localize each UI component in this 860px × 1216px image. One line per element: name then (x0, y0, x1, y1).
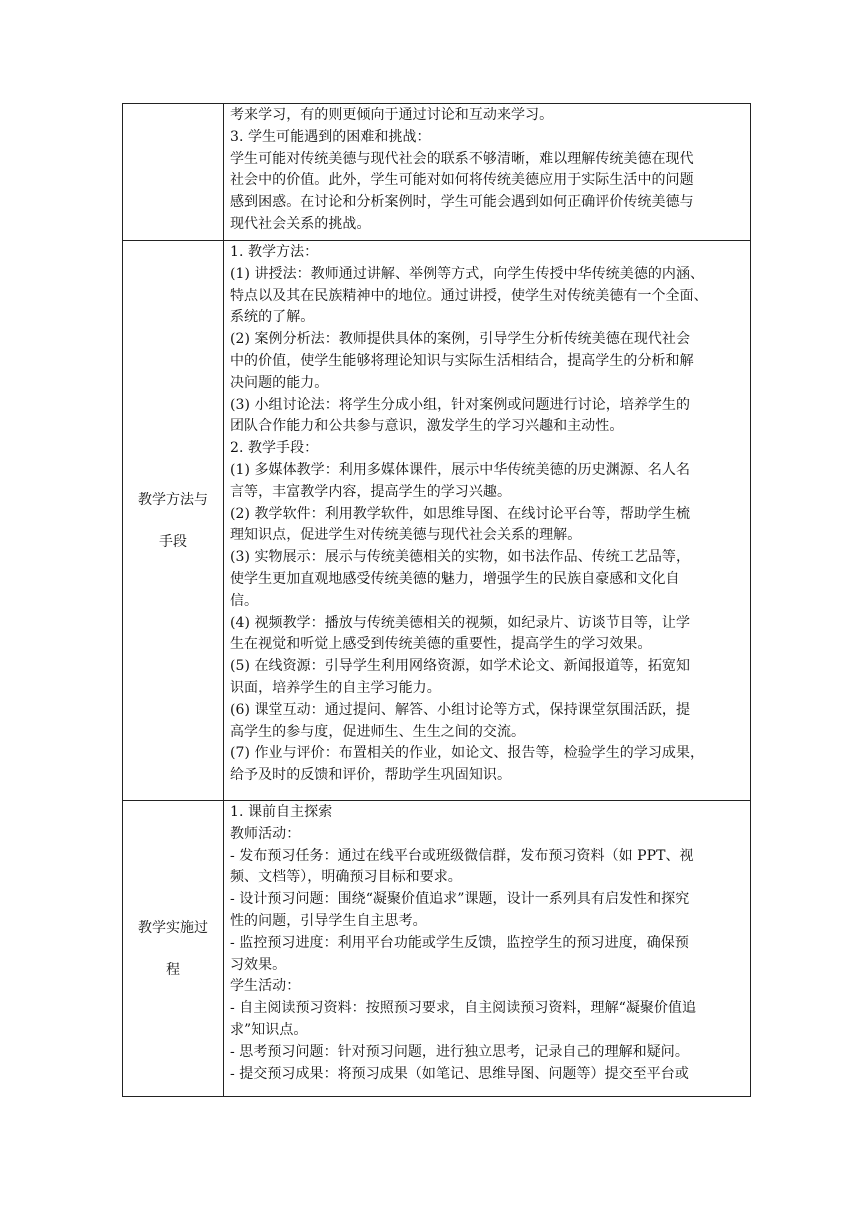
content-line: - 监控预习进度：利用平台功能或学生反馈，监控学生的预习进度，确保预 (230, 934, 689, 951)
content-line: 频、文档等），明确预习目标和要求。 (230, 869, 462, 886)
content-line: 求”知识点。 (230, 1021, 308, 1038)
content-line: 1. 课前自主探索 (230, 804, 333, 820)
content-line: - 提交预习成果：将预习成果（如笔记、思维导图、问题等）提交至平台或 (230, 1065, 689, 1082)
content-line: 团队合作能力和公共参与意识，激发学生的学习兴趣和主动性。 (230, 418, 624, 435)
content-line: 现代社会关系的挑战。 (230, 215, 371, 232)
content-line: - 自主阅读预习资料：按照预习要求，自主阅读预习资料，理解“凝聚价值追 (230, 1000, 697, 1017)
content-line: (1) 多媒体教学：利用多媒体课件，展示中华传统美德的历史渊源、名人名 (230, 461, 691, 478)
content-line: (6) 课堂互动：通过提问、解答、小组讨论等方式，保持课堂氛围活跃，提 (230, 701, 691, 718)
table-row (123, 104, 751, 241)
content-line: (4) 视频教学：播放与传统美德相关的视频，如纪录片、访谈节目等，让学 (230, 614, 691, 631)
row-label-cell (123, 241, 224, 801)
lesson-plan-table (122, 103, 751, 1097)
row-label-cell-empty (123, 104, 224, 241)
content-line: 高学生的参与度，促进师生、生生之间的交流。 (230, 723, 526, 740)
content-line: (2) 教学软件：利用教学软件，如思维导图、在线讨论平台等，帮助学生梳 (230, 505, 691, 522)
content-line: - 设计预习问题：围绕“凝聚价值追求”课题，设计一系列具有启发性和探究 (230, 891, 690, 908)
content-line: - 思考预习问题：针对预习问题，进行独立思考，记录自己的理解和疑问。 (230, 1043, 689, 1060)
content-line: 习效果。 (230, 956, 287, 973)
content-line: 言等，丰富教学内容，提高学生的学习兴趣。 (230, 483, 511, 500)
content-line: (3) 小组讨论法：将学生分成小组，针对案例或问题进行讨论，培养学生的 (230, 396, 691, 413)
content-line: (3) 实物展示：展示与传统美德相关的实物，如书法作品、传统工艺品等， (230, 549, 691, 566)
content-line: 生在视觉和听觉上感受到传统美德的重要性，提高学生的学习效果。 (230, 636, 652, 653)
content-line: (7) 作业与评价：布置相关的作业，如论文、报告等，检验学生的学习成果， (230, 745, 705, 762)
row-content-cell (224, 801, 751, 1097)
content-line: 性的问题，引导学生自主思考。 (230, 912, 427, 929)
content-line: 3. 学生可能遇到的困难和挑战： (230, 128, 431, 145)
content-line: 给予及时的反馈和评价，帮助学生巩固知识。 (230, 767, 511, 784)
row-content-cell (224, 241, 751, 801)
content-line: 识面，培养学生的自主学习能力。 (230, 679, 441, 696)
content-line: - 发布预习任务：通过在线平台或班级微信群，发布预习资料（如 PPT、视 (230, 847, 694, 864)
row-label-line: 教学方法与 (138, 491, 208, 508)
row-content-cell (224, 104, 751, 241)
content-line: 社会中的价值。此外，学生可能对如何将传统美德应用于实际生活中的问题 (230, 172, 694, 189)
content-line: 2. 教学手段： (230, 440, 319, 457)
content-line: 决问题的能力。 (230, 374, 329, 391)
content-line: 1. 教学方法： (230, 244, 319, 260)
content-line: 信。 (230, 592, 259, 609)
content-line: 中的价值，使学生能够将理论知识与实际生活相结合，提高学生的分析和解 (230, 352, 694, 369)
content-line: 感到困惑。在讨论和分析案例时，学生可能会遇到如何正确评价传统美德与 (230, 194, 694, 211)
content-line: 特点以及其在民族精神中的地位。通过讲授，使学生对传统美德有一个全面、 (230, 287, 708, 304)
content-line: 考来学习，有的则更倾向于通过讨论和互动来学习。 (230, 107, 554, 123)
row-label-line: 教学实施过 (138, 919, 208, 936)
content-line: (2) 案例分析法：教师提供具体的案例，引导学生分析传统美德在现代社会 (230, 331, 691, 348)
row-label-cell (123, 801, 224, 1097)
content-line: (1) 讲授法：教师通过讲解、举例等方式，向学生传授中华传统美德的内涵、 (230, 265, 705, 282)
content-line: 使学生更加直观地感受传统美德的魅力，增强学生的民族自豪感和文化自 (230, 570, 680, 587)
content-line: 教师活动： (230, 825, 301, 842)
row-label-line: 手段 (159, 533, 187, 550)
table-row (123, 241, 751, 801)
content-line: 理知识点，促进学生对传统美德与现代社会关系的理解。 (230, 527, 582, 544)
content-line: 系统的了解。 (230, 309, 315, 326)
content-line: (5) 在线资源：引导学生利用网络资源，如学术论文、新闻报道等，拓宽知 (230, 658, 691, 675)
table-row (123, 801, 751, 1097)
content-line: 学生活动： (230, 978, 301, 995)
content-line: 学生可能对传统美德与现代社会的联系不够清晰，难以理解传统美德在现代 (230, 150, 694, 167)
row-label-line: 程 (166, 961, 180, 978)
